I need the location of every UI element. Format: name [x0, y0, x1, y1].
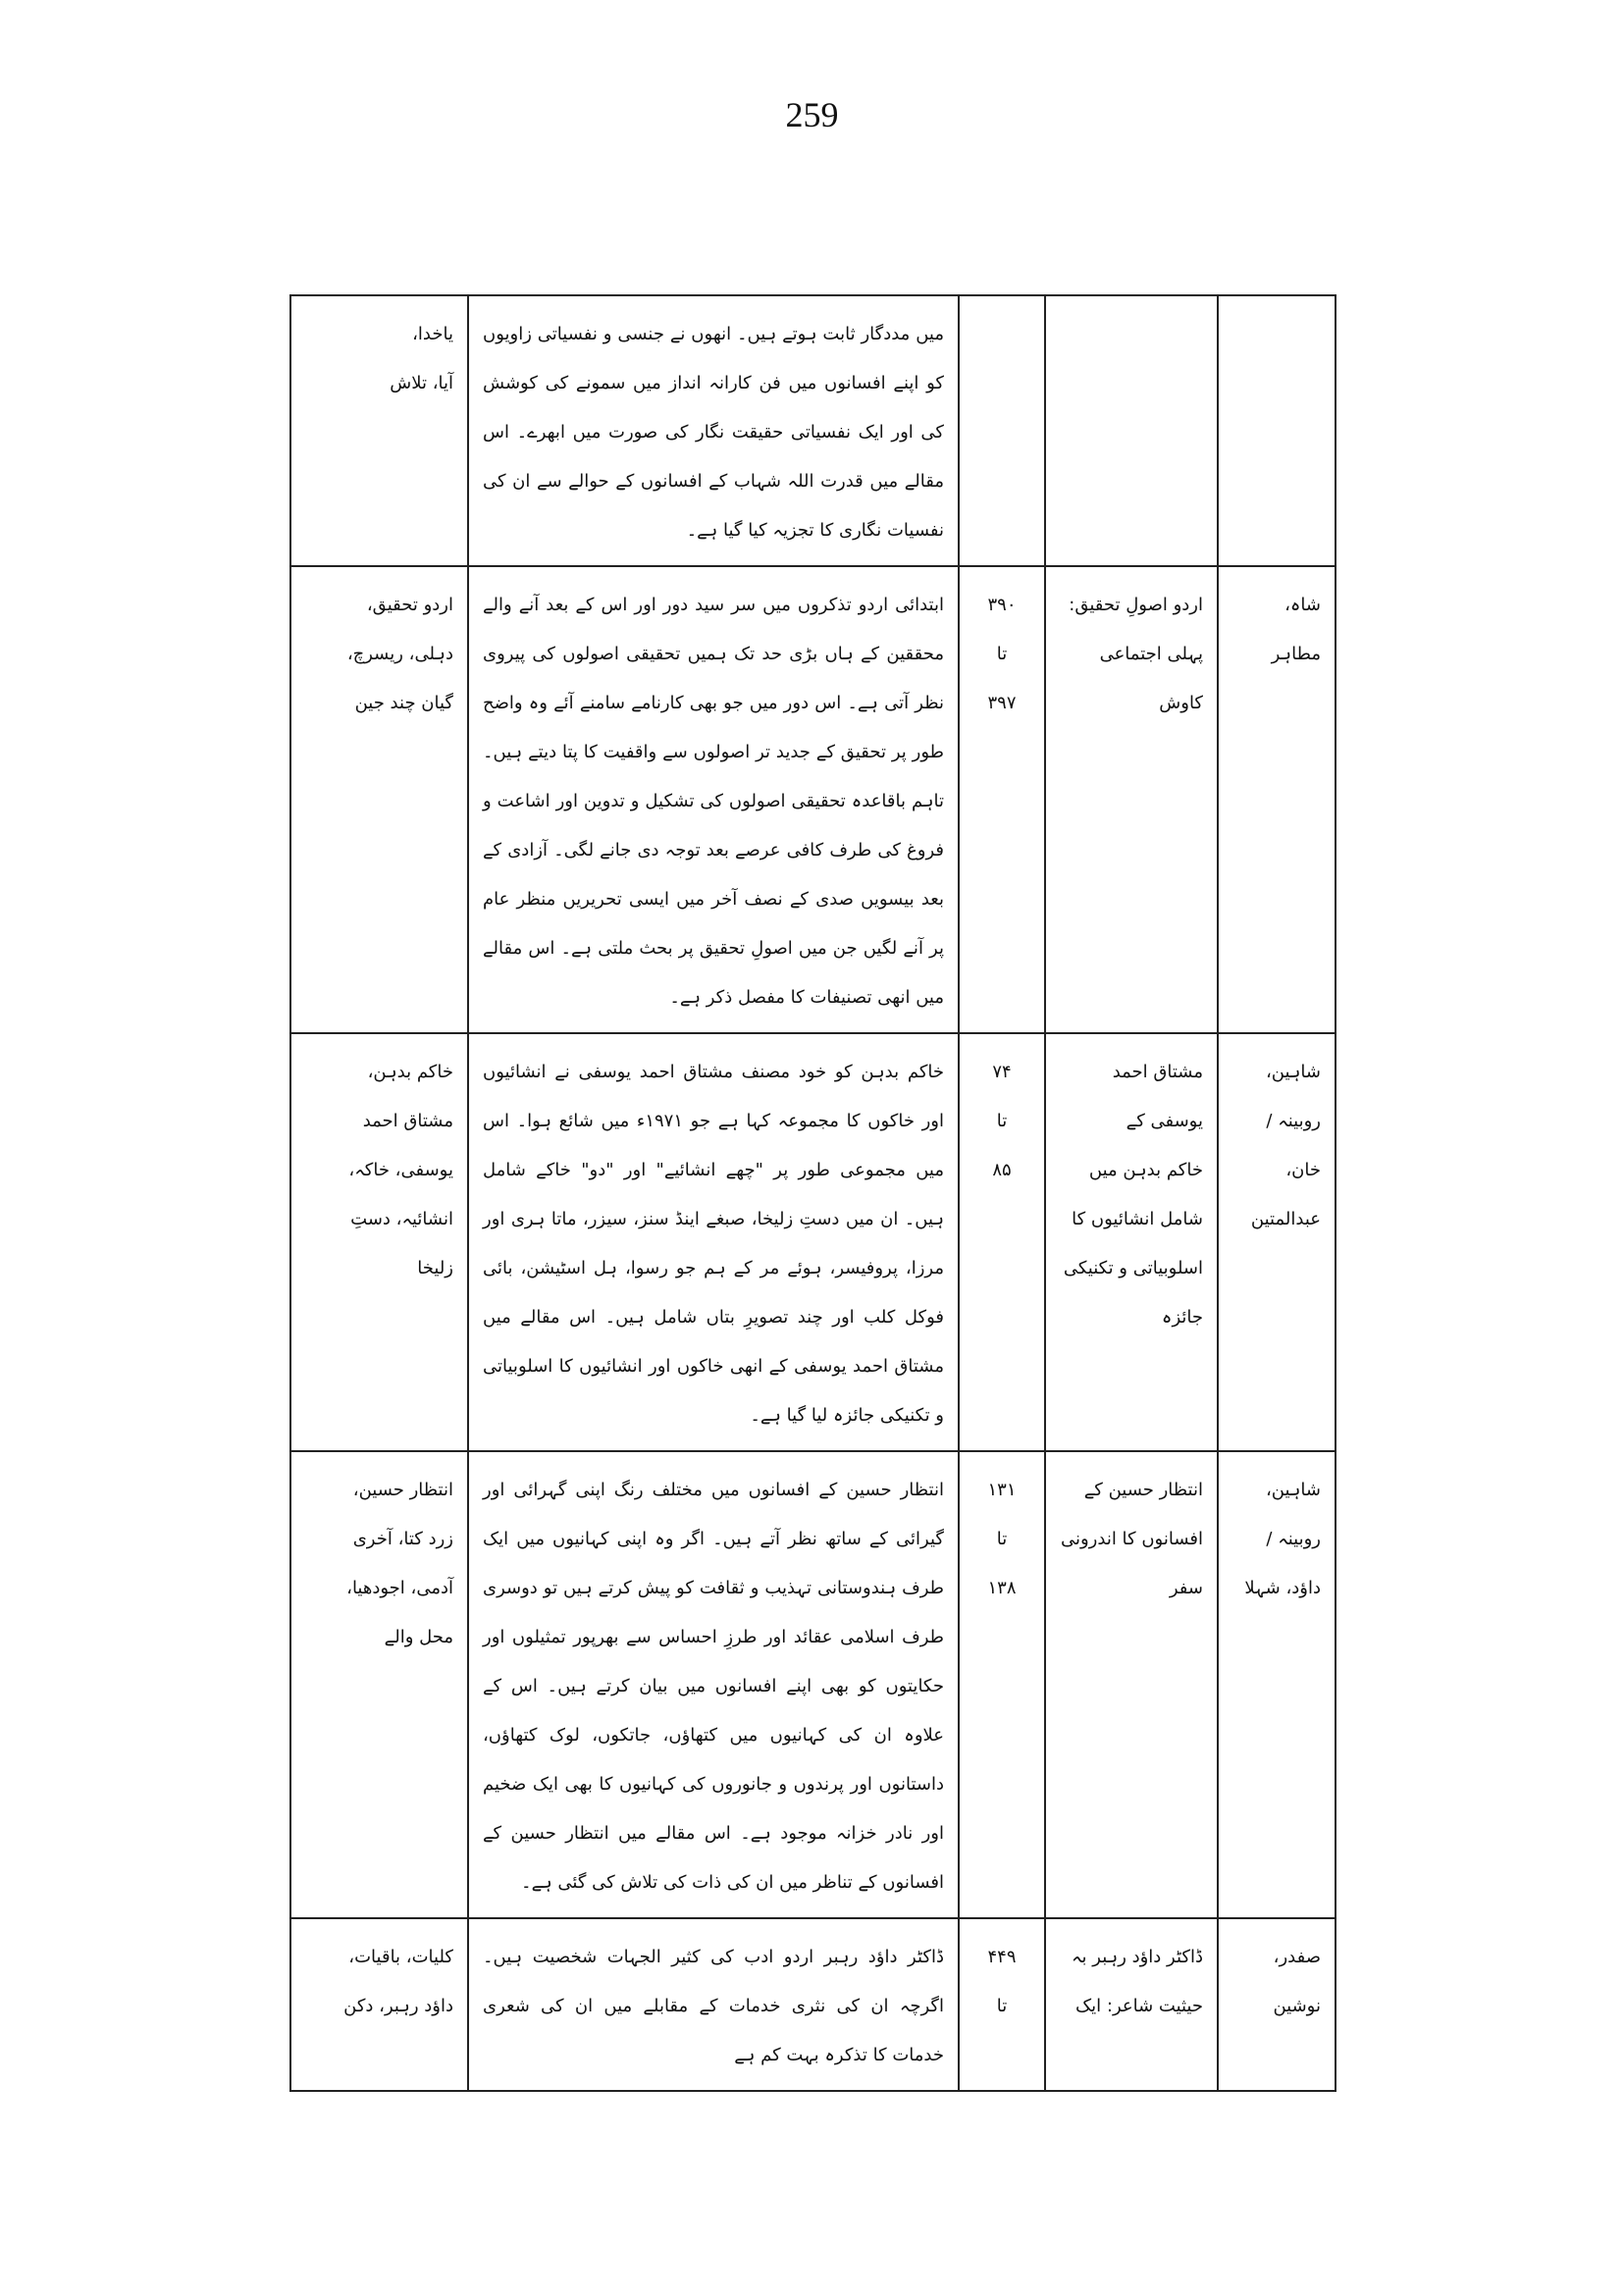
- title-cell: [1045, 1918, 1218, 2091]
- keywords-cell: [290, 1918, 468, 2091]
- page-separator: تا: [996, 1996, 1008, 2016]
- pages-cell: [959, 1918, 1045, 2091]
- title-cell: [1045, 1033, 1218, 1451]
- author-cell: [1218, 1451, 1336, 1918]
- title-line: انتظار حسین کے: [1083, 1480, 1203, 1500]
- page-start: ۳۹۰: [987, 595, 1017, 615]
- page-end: ۸۵: [992, 1160, 1012, 1180]
- pages-cell: [959, 566, 1045, 1033]
- page-separator: تا: [996, 644, 1008, 664]
- keyword-line: محل والے: [384, 1627, 453, 1647]
- keywords-cell: [290, 1451, 468, 1918]
- keywords-cell: [290, 566, 468, 1033]
- abstract-cell: [468, 295, 959, 566]
- author-cell: [1218, 566, 1336, 1033]
- author-cell: [1218, 295, 1336, 566]
- keywords-cell: [290, 1033, 468, 1451]
- author-line: روبینہ /: [1266, 1529, 1321, 1549]
- abstract-text: میں مددگار ثابت ہوتے ہیں۔ انھوں نے جنسی و نفسیاتی زاویوں کو اپنے افسانوں میں فن کارانہ انداز میں سمونے کی کوشش کی اور ایک نفسیاتی حقیقت نگار کی صورت میں ابھرے۔ اس مقالے میں قدرت اللہ شہاب کے افسانوں کے حوالے سے ان کی نفسیات نگاری کا تجزیہ کیا گیا ہے۔: [483, 324, 944, 541]
- keyword-line: انتظار حسین،: [352, 1480, 453, 1500]
- abstract-cell: [468, 566, 959, 1033]
- keyword-line: انشائیہ، دستِ: [350, 1209, 453, 1229]
- pages-cell: [959, 1451, 1045, 1918]
- table-row: [290, 1918, 1336, 2091]
- abstract-text: ڈاکٹر داؤد رہبر اردو ادب کی کثیر الجہات شخصیت ہیں۔ اگرچہ ان کی نثری خدمات کے مقابلے میں ان کی شعری خدمات کا تذکرہ بہت کم ہے: [483, 1947, 944, 2065]
- table-row: [290, 295, 1336, 566]
- abstract-cell: [468, 1918, 959, 2091]
- table-row: [290, 566, 1336, 1033]
- keyword-line: خاکم بدہن،: [367, 1062, 453, 1082]
- author-cell: [1218, 1033, 1336, 1451]
- keywords-cell: [290, 295, 468, 566]
- keyword-line: زلیخا: [417, 1258, 453, 1278]
- title-line: حیثیت شاعر: ایک: [1075, 1996, 1203, 2016]
- author-cell: [1218, 1918, 1336, 2091]
- keyword-line: زرد کتا، آخری: [352, 1529, 453, 1549]
- title-line: ڈاکٹر داؤد رہبر بہ: [1072, 1947, 1203, 1967]
- title-cell: [1045, 295, 1218, 566]
- keyword-line: مشتاق احمد: [362, 1111, 453, 1131]
- keyword-line: دہلی، ریسرچ،: [346, 644, 453, 664]
- author-line: داؤد، شہلا: [1244, 1578, 1321, 1598]
- abstract-cell: [468, 1033, 959, 1451]
- keyword-line: گیان چند جین: [354, 693, 453, 713]
- title-line: جائزہ: [1161, 1307, 1203, 1328]
- title-line: افسانوں کا اندرونی: [1060, 1529, 1203, 1549]
- title-line: خاکم بدہن میں: [1088, 1160, 1203, 1180]
- keyword-line: آیا، تلاش: [390, 373, 453, 393]
- page-separator: تا: [996, 1111, 1008, 1131]
- author-line: روبینہ /: [1266, 1111, 1321, 1131]
- page-start: ۷۴: [992, 1062, 1012, 1082]
- keyword-line: اردو تحقیق،: [366, 595, 453, 615]
- abstract-cell: [468, 1451, 959, 1918]
- title-line: مشتاق احمد یوسفی کے: [1112, 1062, 1203, 1131]
- table-row: [290, 1033, 1336, 1451]
- title-line: سفر: [1169, 1578, 1203, 1598]
- page-end: ۳۹۷: [987, 693, 1017, 713]
- keyword-line: یوسفی، خاکہ،: [348, 1160, 453, 1180]
- author-line: شاہ، مطاہر: [1271, 595, 1321, 664]
- title-line: اردو اصولِ تحقیق:: [1069, 595, 1203, 615]
- author-line: شاہین،: [1265, 1480, 1321, 1500]
- page-start: ۴۴۹: [987, 1947, 1017, 1967]
- index-table: [289, 294, 1336, 2092]
- table-row: [290, 1451, 1336, 1918]
- keyword-line: داؤد رہبر، دکن: [343, 1996, 453, 2016]
- page-end: ۱۳۸: [987, 1578, 1017, 1598]
- pages-cell: [959, 1033, 1045, 1451]
- keyword-line: کلیات، باقیات،: [348, 1947, 453, 1967]
- abstract-text: ابتدائی اردو تذکروں میں سر سید دور اور اس کے بعد آنے والے محققین کے ہاں بڑی حد تک ہمیں تحقیقی اصولوں کی پیروی نظر آتی ہے۔ اس دور میں جو بھی کارنامے سامنے آئے وہ واضح طور پر تحقیق کے جدید تر اصولوں سے واقفیت کا پتا دیتے ہیں۔ تاہم باقاعدہ تحقیقی اصولوں کی تشکیل و تدوین اور اشاعت و فروغ کی طرف کافی عرصے بعد توجہ دی جانے لگی۔ آزادی کے بعد بیسویں صدی کے نصف آخر میں ایسی تحریریں منظر عام پر آنے لگیں جن میں اصولِ تحقیق پر بحث ملتی ہے۔ اس مقالے میں انھی تصنیفات کا مفصل ذکر ہے۔: [483, 595, 944, 1008]
- title-cell: [1045, 566, 1218, 1033]
- title-cell: [1045, 1451, 1218, 1918]
- title-line: شامل انشائیوں کا: [1072, 1209, 1203, 1229]
- page-separator: تا: [996, 1529, 1008, 1549]
- author-line: صفدر، نوشین: [1273, 1947, 1321, 2016]
- author-line: شاہین،: [1265, 1062, 1321, 1082]
- keyword-line: آدمی، اجودھیا،: [346, 1578, 453, 1598]
- title-line: پہلی اجتماعی کاوش: [1099, 644, 1203, 713]
- title-line: اسلوبیاتی و تکنیکی: [1063, 1258, 1203, 1278]
- abstract-text: خاکم بدہن کو خود مصنف مشتاق احمد یوسفی نے انشائیوں اور خاکوں کا مجموعہ کہا ہے جو ۱۹۷۱ء میں شائع ہوا۔ اس میں مجموعی طور پر "چھے انشائیے" اور "دو" خاکے شامل ہیں۔ ان میں دستِ زلیخا، صبغے اینڈ سنز، سیزر، ماتا ہری اور مرزا، پروفیسر، ہوئے مر کے ہم جو رسوا، ہل اسٹیشن، بائی فوکل کلب اور چند تصویرِ بتاں شامل ہیں۔ اس مقالے میں مشتاق احمد یوسفی کے انھی خاکوں اور انشائیوں کا اسلوبیاتی و تکنیکی جائزہ لیا گیا ہے۔: [483, 1062, 944, 1426]
- author-line: خان،: [1285, 1160, 1321, 1180]
- page-number: 259: [785, 95, 839, 134]
- keyword-line: یاخدا،: [412, 324, 453, 344]
- pages-cell: [959, 295, 1045, 566]
- abstract-text: انتظار حسین کے افسانوں میں مختلف رنگ اپنی گہرائی اور گیرائی کے ساتھ نظر آتے ہیں۔ اگر وہ اپنی کہانیوں میں ایک طرف ہندوستانی تہذیب و ثقافت کو پیش کرتے ہیں تو دوسری طرف اسلامی عقائد اور طرزِ احساس سے بھرپور تمثیلوں اور حکایتوں کو بھی اپنے افسانوں میں بیان کرتے ہیں۔ اس کے علاوہ ان کی کہانیوں میں کتھاؤں، جاتکوں، لوک کتھاؤں، داستانوں اور پرندوں و جانوروں کی کہانیوں کا بھی ایک ضخیم اور نادر خزانہ موجود ہے۔ اس مقالے میں انتظار حسین کے افسانوں کے تناظر میں ان کی ذات کی تلاش کی گئی ہے۔: [483, 1480, 944, 1893]
- author-line: عبدالمتین: [1250, 1209, 1321, 1229]
- page-start: ۱۳۱: [987, 1480, 1017, 1500]
